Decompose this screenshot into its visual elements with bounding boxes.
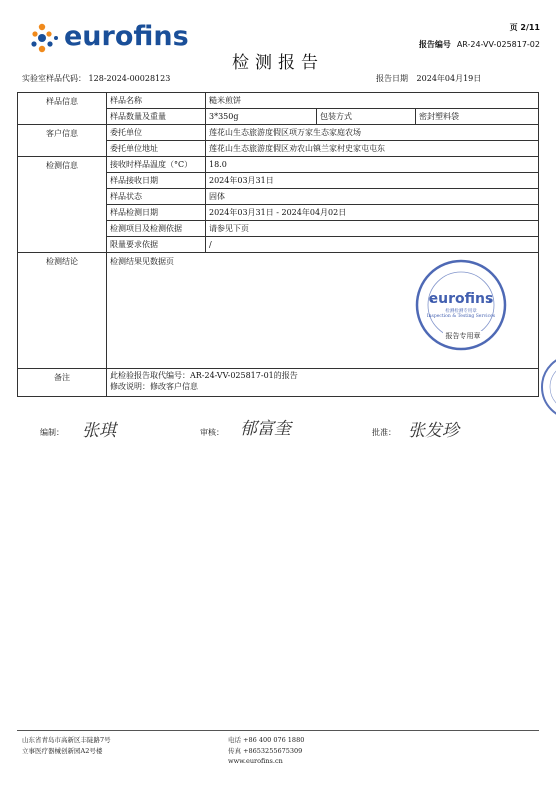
temp-value: 18.0 bbox=[206, 157, 539, 173]
reviewer-label: 审核： bbox=[200, 428, 224, 437]
sample-state-label: 样品状态 bbox=[107, 189, 206, 205]
remarks-line1: 此检验报告取代编号：AR-24-VV-025817-01的报告 bbox=[110, 371, 298, 380]
pack-value: 密封塑料袋 bbox=[416, 109, 539, 125]
pack-label: 包装方式 bbox=[317, 109, 416, 125]
page-number: 页 2/11 bbox=[509, 23, 540, 32]
report-table bbox=[17, 92, 539, 397]
test-date-value: 2024年03月31日 - 2024年04月02日 bbox=[206, 205, 539, 221]
brand-name: eurofins bbox=[64, 21, 189, 52]
limit-basis-value: / bbox=[206, 237, 539, 253]
report-date bbox=[376, 73, 481, 84]
editor-signature: 张琪 bbox=[82, 421, 116, 441]
report-number-value: AR-24-VV-025817-02 bbox=[456, 40, 540, 49]
footer-divider bbox=[17, 730, 539, 731]
approver-signature: 张发珍 bbox=[408, 421, 459, 441]
sample-name-value: 糙米煎饼 bbox=[206, 93, 539, 109]
approver-label: 批准： bbox=[372, 428, 396, 437]
footer-phone: 电话 +86 400 076 1880 bbox=[228, 736, 305, 744]
section-remarks: 备注 bbox=[18, 369, 107, 397]
stamp-text: 报告专用章 bbox=[443, 331, 483, 341]
sample-state-value: 固体 bbox=[206, 189, 539, 205]
client-label: 委托单位 bbox=[107, 125, 206, 141]
test-items-value: 请参见下页 bbox=[206, 221, 539, 237]
temp-label: 接收时样品温度（°C） bbox=[107, 157, 206, 173]
report-number bbox=[419, 39, 540, 50]
remarks-line2: 修改说明：修改客户信息 bbox=[110, 382, 198, 391]
footer-address-2: 立事医疗器械创新园A2号楼 bbox=[22, 747, 103, 755]
receive-date-label: 样品接收日期 bbox=[107, 173, 206, 189]
editor-label: 编制： bbox=[40, 428, 64, 437]
test-date-label: 样品检测日期 bbox=[107, 205, 206, 221]
section-client-info: 客户信息 bbox=[18, 125, 107, 157]
client-address-label: 委托单位地址 bbox=[107, 141, 206, 157]
receive-date-value: 2024年03月31日 bbox=[206, 173, 539, 189]
limit-basis-label: 限量要求依据 bbox=[107, 237, 206, 253]
sample-qty-label: 样品数量及重量 bbox=[107, 109, 206, 125]
section-test-info: 检测信息 bbox=[18, 157, 107, 253]
client-value: 莲花山生态旅游度假区项万家生态家庭农场 bbox=[206, 125, 539, 141]
report-date-value: 2024年04月19日 bbox=[416, 74, 482, 83]
remarks-cell bbox=[107, 369, 539, 397]
test-items-label: 检测项目及检测依据 bbox=[107, 221, 206, 237]
section-conclusion: 检测结论 bbox=[18, 253, 107, 369]
edge-seal-icon bbox=[534, 352, 556, 422]
stamp-line1: 检测检测专用章 bbox=[445, 309, 477, 314]
sample-qty-value: 3*350g bbox=[206, 109, 317, 125]
report-number-label: 报告编号 bbox=[418, 40, 451, 49]
footer-address-1: 山东省青岛市高新区丰陡路7号 bbox=[22, 736, 111, 744]
sample-name-label: 样品名称 bbox=[107, 93, 206, 109]
client-address-value: 莲花山生态旅游度假区劝农山镇兰家村史家屯屯东 bbox=[206, 141, 539, 157]
lab-sample-code bbox=[22, 73, 170, 84]
stamp-line2: Inspection & Testing Services bbox=[426, 314, 496, 319]
stamp-line bbox=[425, 309, 497, 319]
footer-website[interactable]: www.eurofins.cn bbox=[228, 757, 283, 765]
page-title: 检测报告 bbox=[232, 53, 324, 73]
lab-code-value: 128-2024-00028123 bbox=[88, 74, 171, 83]
reviewer-signature: 郁富奎 bbox=[240, 419, 291, 439]
section-sample-info: 样品信息 bbox=[18, 93, 107, 125]
conclusion-text: 检测结果见数据页 bbox=[110, 257, 174, 266]
stamp-brand: eurofins bbox=[428, 291, 494, 307]
conclusion-cell bbox=[107, 253, 539, 369]
footer-fax: 传真 +8653255675309 bbox=[228, 747, 303, 755]
report-date-label: 报告日期 bbox=[376, 74, 408, 83]
lab-code-label: 实验室样品代码： bbox=[22, 74, 86, 83]
